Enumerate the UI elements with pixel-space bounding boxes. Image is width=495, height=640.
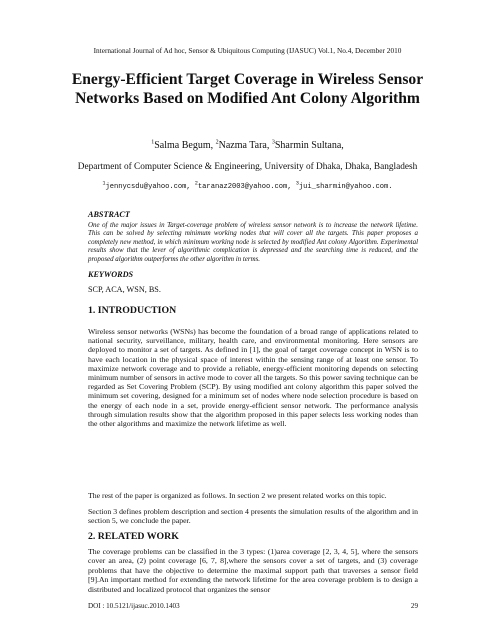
author-3-sup: 3 xyxy=(271,139,275,146)
intro-paragraph: Wireless sensor networks (WSNs) has become the foundation of a broad range of applications related to national security, surveillance, military, health care, and environmental monitoring. Here sensors are deployed to monitor a set of targets. As defined in [1], the goal of target coverage concept in WSN is to have each location in the physical space of interest within the sensing range of at least one sensor. To maximize network coverage and to provide a reliable, energy-efficient monitoring depends on selecting minimum number of sensors in active mode to cover all the targets. So this power saving technique can be regarded as Set Covering Problem (SCP). By using modified ant colony algorithm this paper solved the minimum set covering, designed for a minimum set of nodes where node selection procedure is based on the energy of each node in a set, provide energy-efficient sensor network. The performance analysis through simulation results show that the algorithm proposed in this paper selects less working nodes than the other algorithms and maximize the network lifetime as well. xyxy=(88,327,418,429)
email-3[interactable]: jui_sharmin@yahoo.com. xyxy=(298,183,393,191)
keywords-heading: KEYWORDS xyxy=(88,270,134,279)
keywords-text: SCP, ACA, WSN, BS. xyxy=(88,285,161,294)
email-3-sup: 3 xyxy=(295,180,299,187)
email-2[interactable]: taranaz2003@yahoo.com, xyxy=(197,183,296,191)
email-2-sup: 2 xyxy=(194,180,198,187)
intro-heading: 1. INTRODUCTION xyxy=(88,305,177,316)
journal-header: International Journal of Ad hoc, Sensor & Ubiquitous Computing (IJASUC) Vol.1, No.4, December 2010 xyxy=(93,46,402,55)
related-work-paragraph: The coverage problems can be classified in the 3 types: (1)area coverage [2, 3, 4, 5], where the sensors cover an area, (2) point coverage [6, 7, 8],where the sensors cover a set of targets, and (3) coverage problems that have the objective to determine the maximal support path that traverses a sensor field [9].An important method for extending the network lifetime for the area coverage problem is to design a distributed and localized protocol that organizes the sensor xyxy=(88,547,418,594)
author-1-name: Salma Begum, xyxy=(154,140,216,151)
outline-paragraph-1: The rest of the paper is organized as follows. In section 2 we present related works on this topic. xyxy=(88,491,387,500)
doi-text: DOI : 10.5121/ijasuc.2010.1403 xyxy=(88,602,180,610)
email-1[interactable]: jennycsdu@yahoo.com, xyxy=(105,183,195,191)
author-list xyxy=(60,140,435,151)
page-number: 29 xyxy=(410,602,418,610)
author-1-sup: 1 xyxy=(151,139,155,146)
email-list xyxy=(60,180,435,191)
author-3-name: Sharmin Sultana, xyxy=(274,140,344,151)
abstract-heading: ABSTRACT xyxy=(88,210,130,219)
affiliation: Department of Computer Science & Engineering, University of Dhaka, Dhaka, Bangladesh xyxy=(77,162,418,172)
paper-title: Energy-Efficient Target Coverage in Wireless Sensor Networks Based on Modified Ant Colony Algorithm xyxy=(71,71,424,107)
email-1-sup: 1 xyxy=(102,180,106,187)
author-2-name: Nazma Tara, xyxy=(218,140,272,151)
outline-paragraph-2: Section 3 defines problem description and section 4 presents the simulation results of the algorithm and in section 5, we conclude the paper. xyxy=(88,507,418,526)
page-footer xyxy=(88,602,418,610)
author-2-sup: 2 xyxy=(215,139,219,146)
related-work-heading: 2. RELATED WORK xyxy=(88,531,179,542)
abstract-text: One of the major issues in Target-coverage problem of wireless sensor network is to increase the network lifetime. This can be solved by selecting minimum working nodes that will cover all the targets. This paper proposes a completely new method, in which minimum working node is selected by modified Ant colony Algorithm. Experimental results show that the lever of algorithmic complication is depressed and the searching time is reduced, and the proposed algorithm outperforms the other algorithm in terms. xyxy=(88,221,418,263)
